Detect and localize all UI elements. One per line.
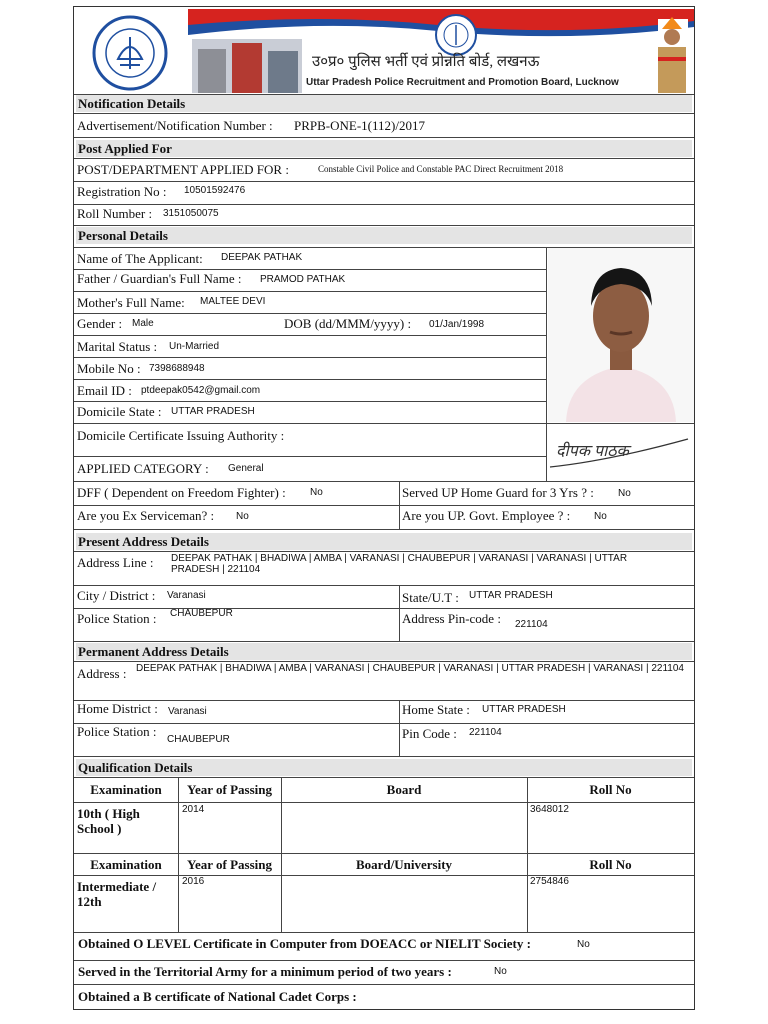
present-address-value: DEEPAK PATHAK | BHADIWA | AMBA | VARANASI | CHAUBEPUR | VARANASI | VARANASI | UTTAR PRADESH | 221104	[171, 553, 628, 575]
table1-header-year: Year of Passing	[187, 782, 272, 797]
territorial-army-value: No	[494, 966, 507, 977]
application-form	[73, 6, 695, 1010]
table2-header-board: Board/University	[355, 857, 453, 872]
notification-number: PRPB-ONE-1(112)/2017	[294, 118, 425, 133]
present-police-label: Police Station :	[77, 611, 157, 626]
roll-number: 3151050075	[163, 208, 219, 219]
row2-year: 2016	[182, 876, 205, 887]
homeguard-value: No	[618, 488, 631, 499]
mother-name-label: Mother's Full Name:	[77, 295, 185, 310]
father-name: PRAMOD PATHAK	[260, 274, 346, 285]
home-state-value: UTTAR PRADESH	[482, 704, 566, 715]
table1-header-board: Board	[386, 782, 422, 797]
ex-serviceman-label: Are you Ex Serviceman? :	[77, 508, 215, 523]
present-city-label: City / District :	[77, 588, 156, 603]
permanent-pin-label: Pin Code :	[402, 726, 457, 741]
permanent-address-value: DEEPAK PATHAK | BHADIWA | AMBA | VARANASI | CHAUBEPUR | VARANASI | UTTAR PRADESH | VARANASI | 221104	[136, 663, 684, 674]
dob-value: 01/Jan/1998	[429, 319, 485, 330]
homeguard-label: Served UP Home Guard for 3 Yrs ? :	[402, 485, 594, 500]
present-state-label: State/U.T :	[402, 590, 459, 605]
registration-label: Registration No :	[77, 184, 167, 199]
notification-label: Advertisement/Notification Number :	[77, 118, 273, 133]
signature-image	[548, 425, 694, 479]
permanent-address-heading: Permanent Address Details	[76, 643, 692, 660]
dob-label: DOB (dd/MMM/yyyy) :	[284, 316, 412, 331]
permanent-pin-value: 221104	[469, 727, 502, 738]
roll-label: Roll Number :	[77, 206, 153, 221]
dff-label: DFF ( Dependent on Freedom Fighter) :	[77, 485, 286, 500]
govt-employee-label: Are you UP. Govt. Employee ? :	[402, 508, 571, 523]
personal-heading: Personal Details	[76, 227, 692, 244]
police-officer-image	[652, 15, 692, 93]
father-name-label: Father / Guardian's Full Name :	[77, 271, 242, 286]
ex-serviceman-value: No	[236, 511, 249, 522]
email-label: Email ID :	[77, 383, 132, 398]
header-title-hindi: उ०प्र० पुलिस भर्ती एवं प्रोन्नति बोर्ड, लखनऊ	[312, 54, 540, 70]
table2-header-roll: Roll No	[589, 857, 632, 872]
present-city-value: Varanasi	[167, 590, 206, 601]
home-district-value: Varanasi	[168, 706, 207, 717]
qualification-heading: Qualification Details	[76, 759, 692, 776]
signature-text: दीपक पाठक	[556, 443, 629, 460]
dff-value: No	[310, 487, 323, 498]
ncc-label: Obtained a B certificate of National Cadet Corps :	[78, 989, 357, 1004]
permanent-address-label: Address :	[77, 666, 127, 681]
table1-header-roll: Roll No	[589, 782, 632, 797]
table2-header-examination: Examination	[90, 857, 162, 872]
olevel-label: Obtained O LEVEL Certificate in Computer from DOEACC or NIELIT Society :	[78, 936, 531, 951]
present-state-value: UTTAR PRADESH	[469, 590, 553, 601]
row1-year: 2014	[182, 804, 205, 815]
table2-header-year: Year of Passing	[187, 857, 272, 872]
marital-value: Un-Married	[169, 341, 220, 352]
domicile-label: Domicile State :	[77, 404, 162, 419]
home-state-label: Home State :	[402, 702, 470, 717]
present-address-heading: Present Address Details	[76, 533, 692, 550]
post-label: POST/DEPARTMENT APPLIED FOR :	[77, 162, 289, 177]
marital-label: Marital Status :	[77, 339, 158, 354]
domicile-authority-label: Domicile Certificate Issuing Authority :	[77, 428, 285, 443]
header-title-english: Uttar Pradesh Police Recruitment and Promotion Board, Lucknow	[306, 77, 619, 88]
post-value: Constable Civil Police and Constable PAC Direct Recruitment 2018	[318, 164, 564, 174]
row2-roll: 2754846	[530, 876, 569, 887]
post-heading: Post Applied For	[76, 140, 692, 157]
permanent-police-label: Police Station :	[77, 724, 157, 739]
header	[74, 7, 694, 95]
email-value: ptdeepak0542@gmail.com	[141, 385, 261, 396]
gender-label: Gender :	[77, 316, 123, 331]
present-police-value: CHAUBEPUR	[170, 608, 233, 619]
row1-roll: 3648012	[530, 804, 569, 815]
mobile-label: Mobile No :	[77, 361, 141, 376]
table1-header-examination: Examination	[90, 782, 162, 797]
mobile-value: 7398688948	[149, 363, 205, 374]
domicile-value: UTTAR PRADESH	[171, 406, 255, 417]
applicant-name: DEEPAK PATHAK	[221, 252, 303, 263]
gender-value: Male	[132, 318, 154, 329]
category-value: General	[228, 463, 264, 474]
territorial-army-label: Served in the Territorial Army for a minimum period of two years :	[78, 964, 452, 979]
present-address-label: Address Line :	[77, 555, 154, 570]
home-district-label: Home District :	[77, 701, 158, 716]
olevel-value: No	[577, 939, 590, 950]
category-label: APPLIED CATEGORY :	[77, 461, 209, 476]
registration-number: 10501592476	[184, 185, 246, 196]
present-pin-label: Address Pin-code :	[402, 611, 501, 626]
permanent-police-value: CHAUBEPUR	[167, 734, 230, 745]
mother-name: MALTEE DEVI	[200, 296, 266, 307]
up-emblem-logo	[88, 13, 172, 93]
present-pin-value: 221104	[515, 619, 548, 630]
notification-heading: Notification Details	[76, 95, 692, 112]
applicant-photo	[548, 248, 694, 422]
applicant-name-label: Name of The Applicant:	[77, 251, 203, 266]
row1-exam: 10th ( High School )	[77, 806, 140, 836]
row2-exam: Intermediate / 12th	[77, 879, 157, 909]
govt-employee-value: No	[594, 511, 607, 522]
